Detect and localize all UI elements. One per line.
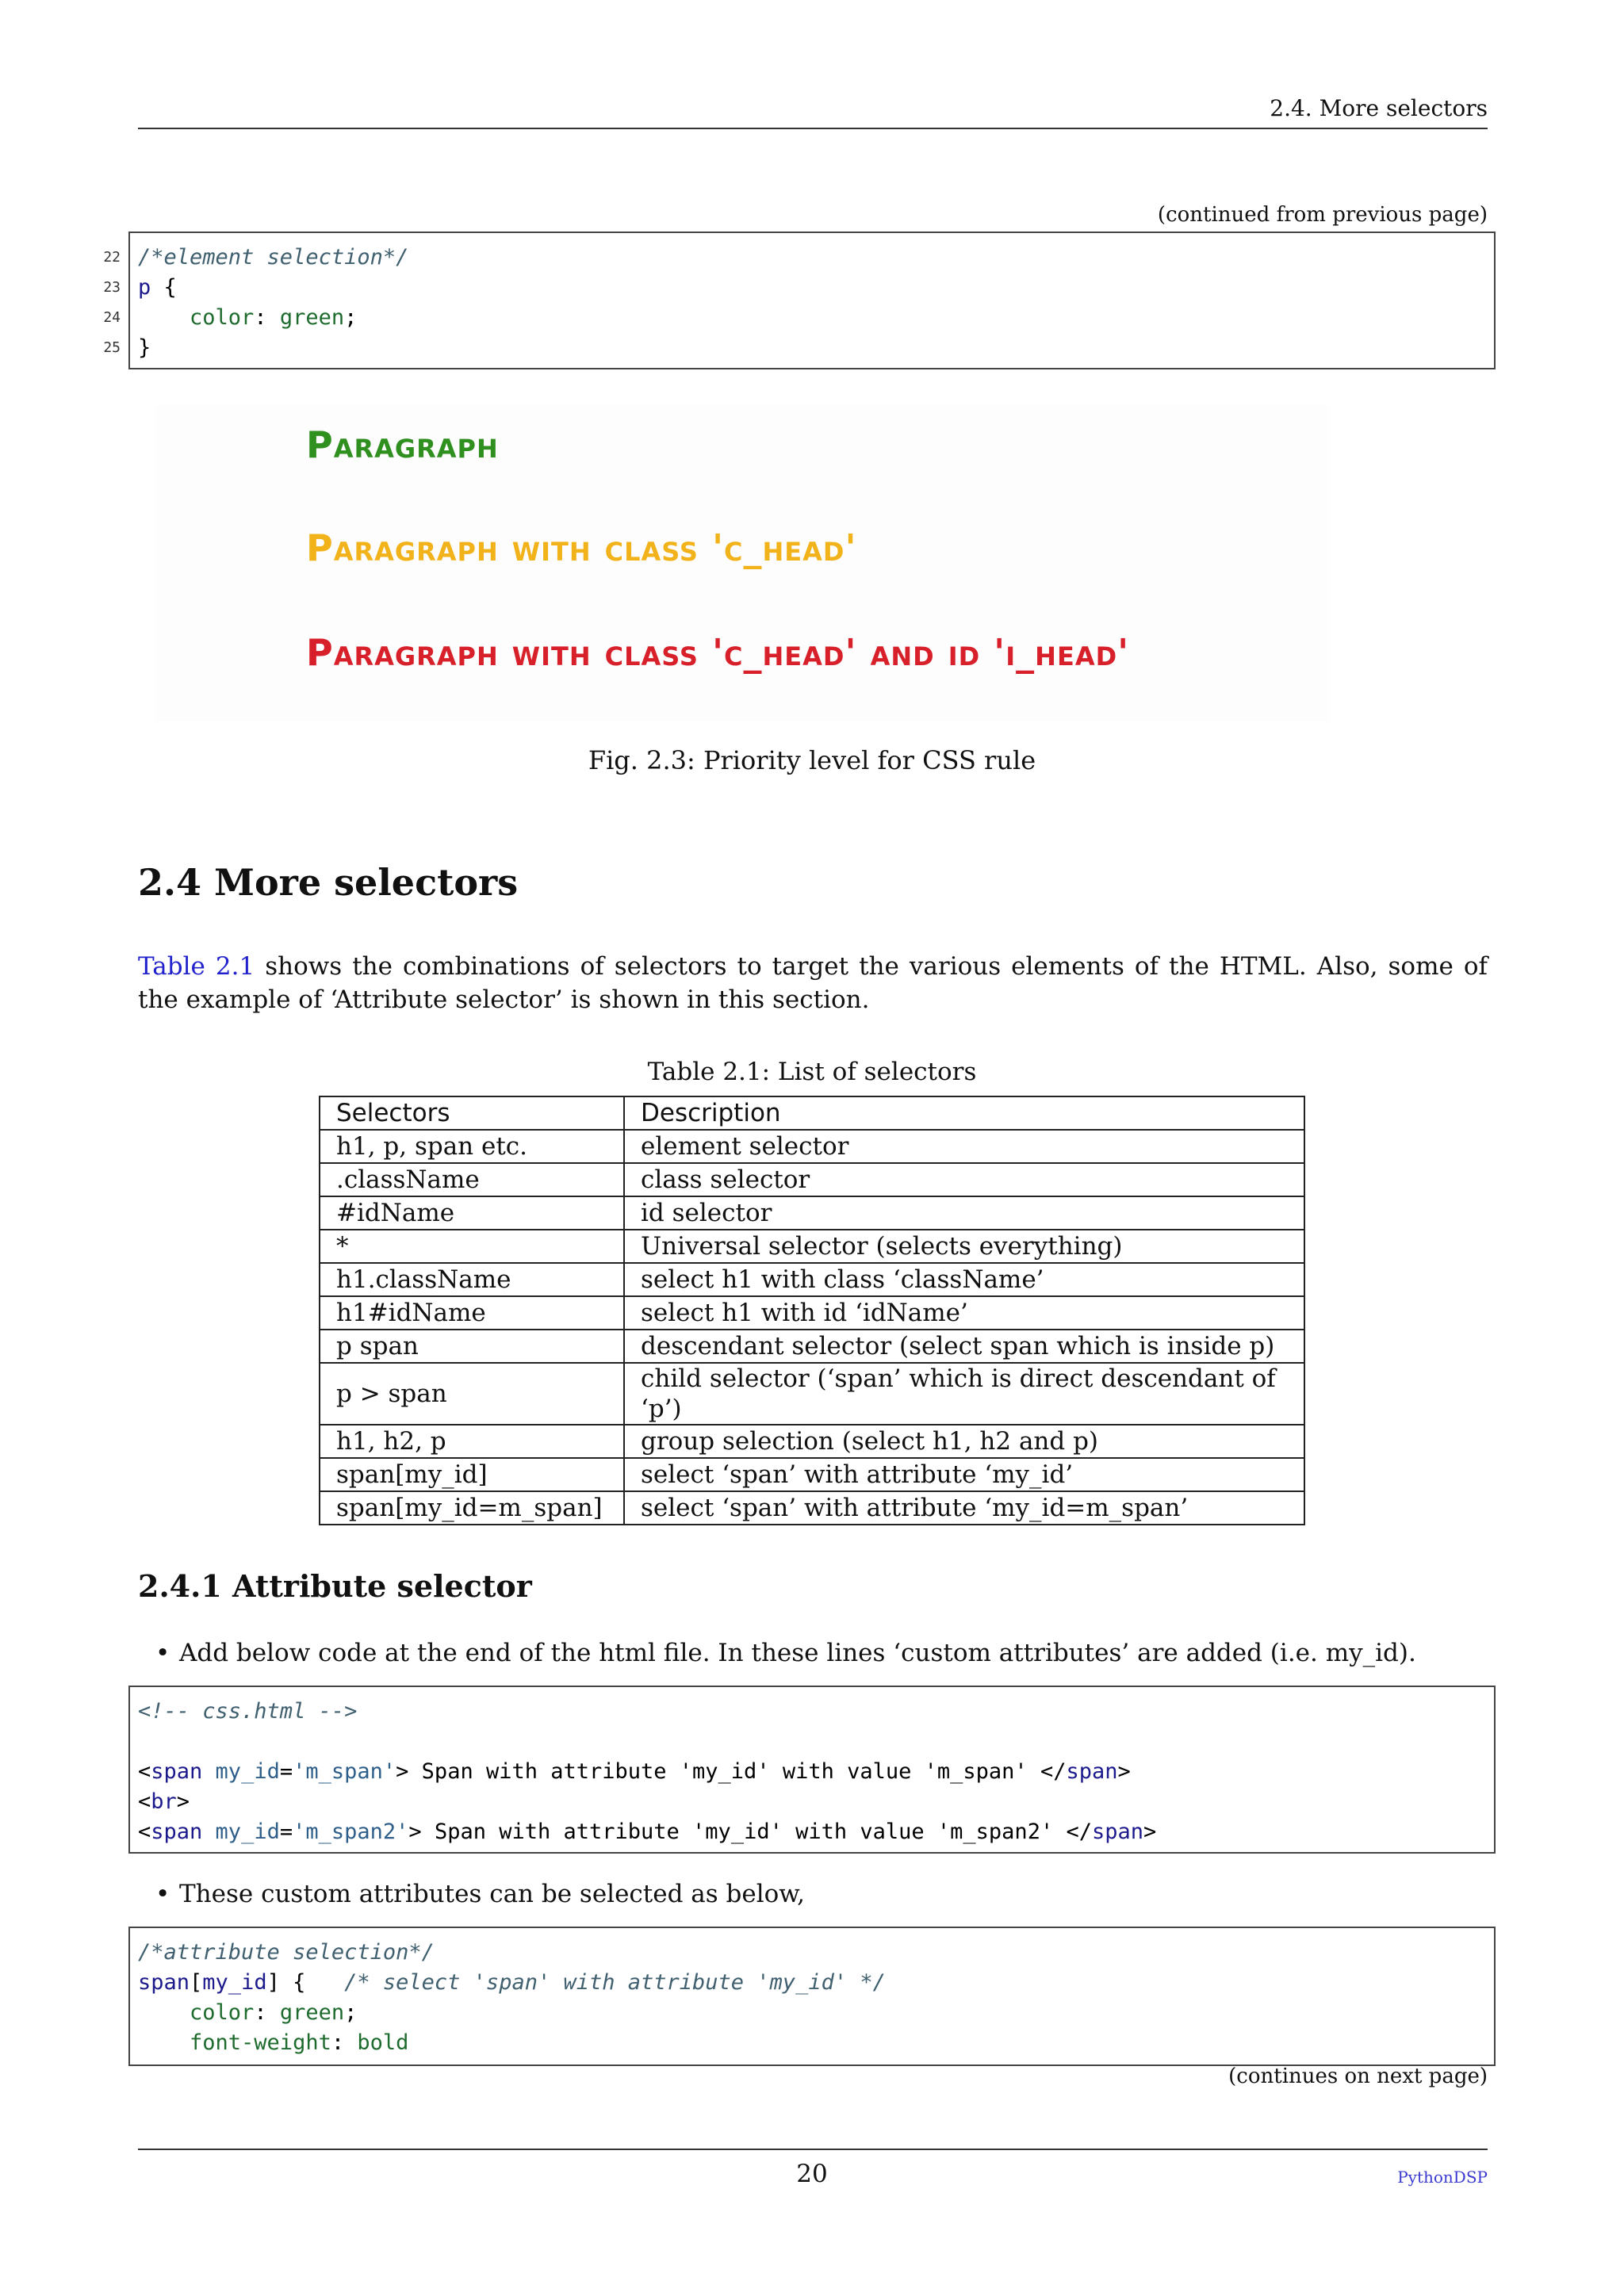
column-header: Description: [624, 1096, 1304, 1130]
table-row: #idName id selector: [320, 1196, 1304, 1230]
continues-note: (continues on next page): [1228, 2064, 1488, 2088]
figure-line-class: Paragraph with class 'c_head': [306, 526, 857, 569]
bullet-icon: •: [155, 1639, 170, 1667]
column-header: Selectors: [320, 1096, 624, 1130]
table-row: h1#idName select h1 with id ‘idName’: [320, 1296, 1304, 1330]
section-heading: 2.4 More selectors: [138, 861, 519, 904]
table-row: p > span child selector (‘span’ which is direct descendant of ‘p’): [320, 1363, 1304, 1425]
table-link[interactable]: Table 2.1: [138, 952, 255, 981]
code-line: <span my_id='m_span2'> Span with attribute 'my_id' with value 'm_span2' </span>: [138, 1820, 1157, 1844]
code-line: [138, 1727, 1494, 1757]
intro-paragraph: Table 2.1 shows the combinations of selectors to target the various elements of the HTML. Also, some of the example of ‘Attribute selector’ is shown in this section.: [138, 952, 1488, 1014]
code-line: 23 p {: [103, 275, 177, 300]
subsection-heading: 2.4.1 Attribute selector: [138, 1568, 532, 1604]
code-line: color: green;: [138, 2000, 358, 2025]
table-row: p span descendant selector (select span which is inside p): [320, 1330, 1304, 1363]
figure-priority-example: [155, 404, 1329, 721]
table-row: * Universal selector (selects everything): [320, 1230, 1304, 1263]
figure-line-paragraph: Paragraph: [306, 423, 499, 466]
code-block-css: [103, 232, 1496, 369]
table-row: h1, h2, p group selection (select h1, h2 and p): [320, 1425, 1304, 1458]
figure-line-class-id: Paragraph with class 'c_head' and id 'i_head': [306, 631, 1130, 674]
header-rule: [138, 128, 1488, 129]
table-caption: Table 2.1: List of selectors: [647, 1058, 977, 1086]
code-block-html: [128, 1686, 1496, 1854]
code-line: 24 color: green;: [103, 305, 358, 330]
code-line: font-weight: bold: [138, 2030, 409, 2055]
table-row: h1.className select h1 with class ‘className’: [320, 1263, 1304, 1296]
code-line: 25 }: [103, 335, 151, 360]
footer-brand[interactable]: PythonDSP: [1397, 2168, 1488, 2187]
footer-rule: [138, 2149, 1488, 2150]
code-line: 22 /*element selection*/: [103, 245, 409, 270]
table-row: span[my_id=m_span] select ‘span’ with attribute ‘my_id=m_span’: [320, 1491, 1304, 1525]
bullet-item: • Add below code at the end of the html file. In these lines ‘custom attributes’ are added (i.e. my_id).: [179, 1636, 1488, 1670]
bullet-icon: •: [155, 1880, 170, 1908]
code-line: <!-- css.html -->: [138, 1699, 358, 1724]
code-line: span[my_id] { /* select 'span' with attribute 'my_id' */: [138, 1970, 886, 1995]
selectors-table: [319, 1096, 1305, 1525]
code-line: <br>: [138, 1789, 190, 1814]
page-number: 20: [796, 2160, 828, 2188]
table-row: h1, p, span etc. element selector: [320, 1130, 1304, 1163]
table-header-row: [320, 1096, 1304, 1130]
code-line: /*attribute selection*/: [138, 1940, 435, 1965]
table-row: .className class selector: [320, 1163, 1304, 1196]
figure-caption: Fig. 2.3: Priority level for CSS rule: [588, 745, 1036, 775]
running-header: 2.4. More selectors: [1270, 95, 1488, 121]
code-line: <span my_id='m_span'> Span with attribute 'my_id' with value 'm_span' </span>: [138, 1759, 1131, 1784]
table-row: span[my_id] select ‘span’ with attribute ‘my_id’: [320, 1458, 1304, 1491]
bullet-item: • These custom attributes can be selected as below,: [179, 1877, 1488, 1911]
continued-note: (continued from previous page): [1157, 203, 1488, 227]
code-block-attribute: [128, 1927, 1496, 2066]
